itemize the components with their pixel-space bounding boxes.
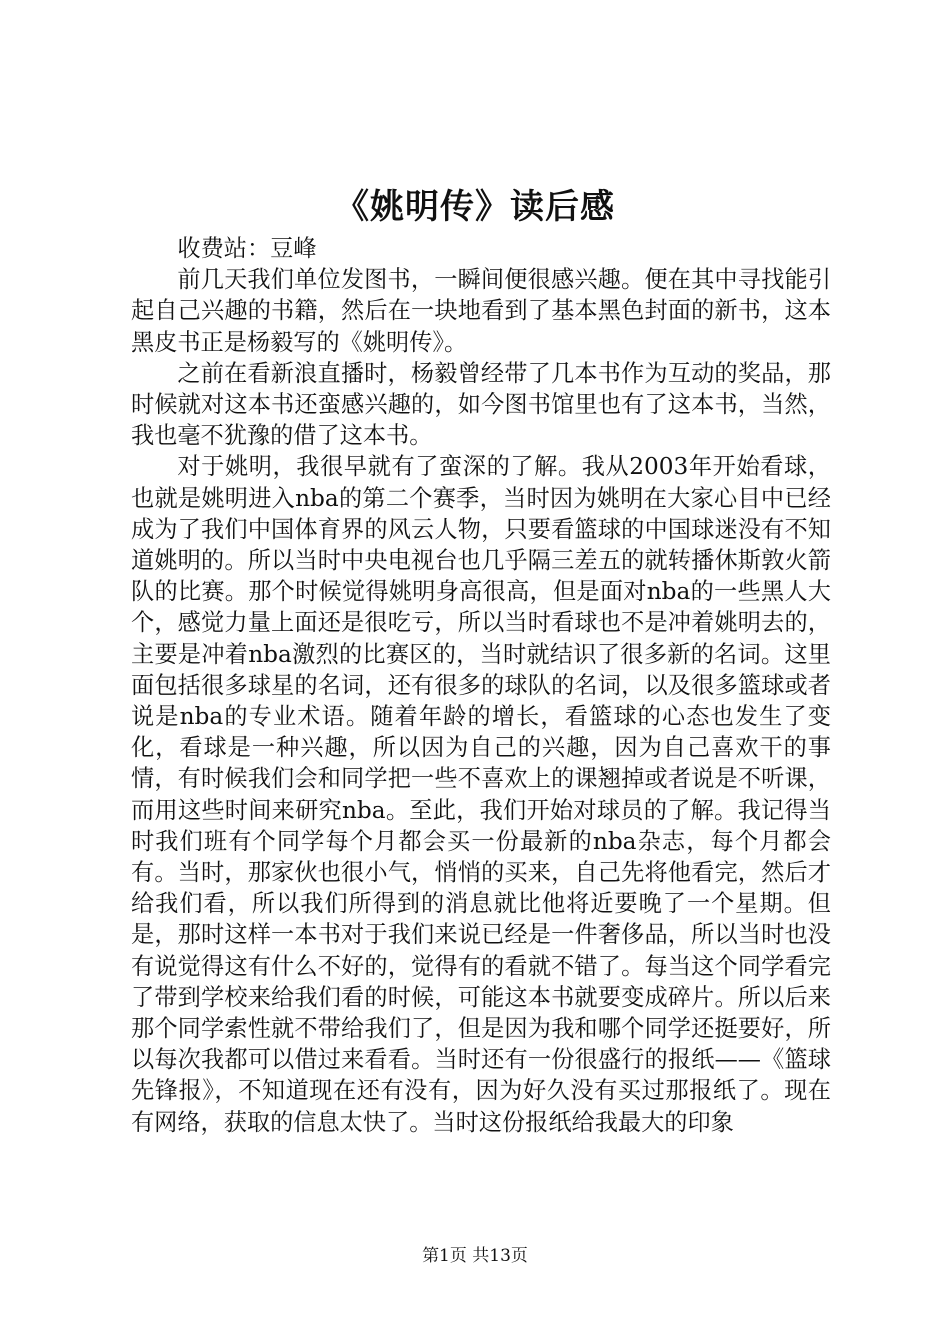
paragraph-3: 对于姚明，我很早就有了蛮深的了解。我从2003年开始看球，也就是姚明进入nba的第二个赛季，当时因为姚明在大家心目中已经成为了我们中国体育界的风云人物，只要看篮球的中国球迷没有不知道姚明的。所以当时中央电视台也几乎隔三差五的就转播休斯敦火箭队的比赛。那个时候觉得姚明身高很高，但是面对nba的一些黑人大个，感觉力量上面还是很吃亏，所以当时看球也不是冲着姚明去的，主要是冲着nba激烈的比赛区的，当时就结识了很多新的名词。这里面包括很多球星的名词，还有很多的球队的名词，以及很多篮球或者说是nba的专业术语。随着年龄的增长，看篮球的心态也发生了变化，看球是一种兴趣，所以因为自己的兴趣，因为自己喜欢干的事情，有时候我们会和同学把一些不喜欢上的课翘掉或者说是不听课，而用这些时间来研究nba。至此，我们开始对球员的了解。我记得当时我们班有个同学每个月都会买一份最新的nba杂志，每个月都会有。当时，那家伙也很小气，悄悄的买来，自己先将他看完，然后才给我们看，所以我们所得到的消息就比他将近要晚了一个星期。但是，那时这样一本书对于我们来说已经是一件奢侈品，所以当时也没有说觉得这有什么不好的，觉得有的看就不错了。每当这个同学看完了带到学校来给我们看的时候，可能这本书就要变成碎片。所以后来那个同学索性就不带给我们了，但是因为我和哪个同学还挺要好，所以每次我都可以借过来看看。当时还有一份很盛行的报纸——《篮球先锋报》，不知道现在还有没有，因为好久没有买过那报纸了。现在有网络，获取的信息太快了。当时这份报纸给我最大的印象 [131,453,831,1136]
author-line: 收费站：豆峰 [177,235,317,262]
document-body [131,233,831,1138]
document-title: 《姚明传》读后感 [335,187,615,227]
paragraph-2: 之前在看新浪直播时，杨毅曾经带了几本书作为互动的奖品，那时候就对这本书还蛮感兴趣的，如今图书馆里也有了这本书，当然，我也毫不犹豫的借了这本书。 [131,359,831,450]
paragraph-1: 前几天我们单位发图书，一瞬间便很感兴趣。便在其中寻找能引起自己兴趣的书籍，然后在一块地看到了基本黑色封面的新书，这本黑皮书正是杨毅写的《姚明传》。 [131,266,831,356]
page-number-footer: 第1页 共13页 [422,1246,528,1266]
